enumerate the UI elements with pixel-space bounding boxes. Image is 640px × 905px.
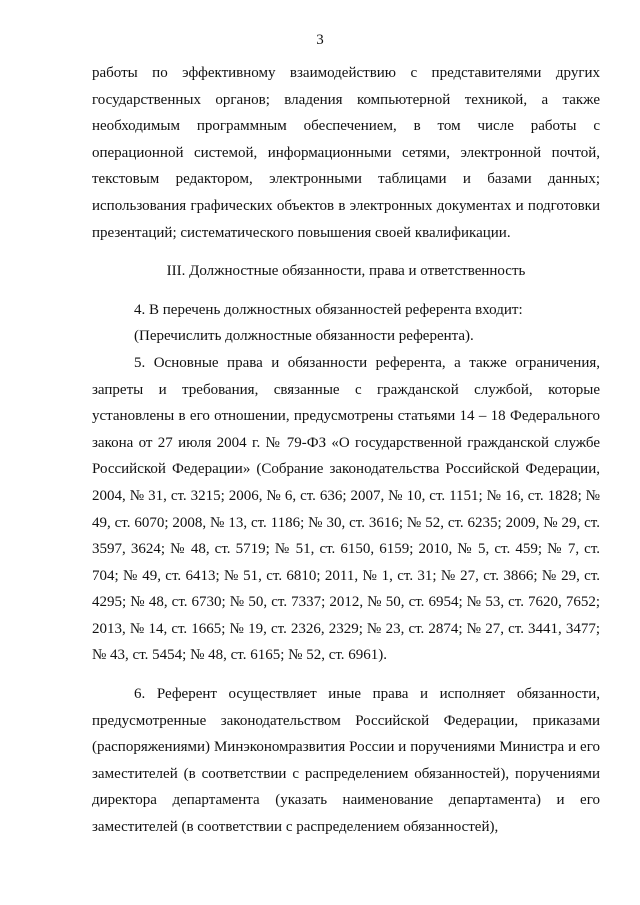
document-body bbox=[92, 60, 600, 841]
paragraph-4-note: (Перечислить должностные обязанности референта). bbox=[134, 328, 474, 345]
page-number: 3 bbox=[316, 32, 324, 48]
paragraph-intro-continuation: работы по эффективному взаимодействию с представителями других государственных органов; владения компьютерной техникой, а также необходимым программным обеспечением, в том числе работы с операционной системой, информационными сетями, электронной почтой, текстовым редактором, электронными таблицами и базами данных; использования графических объектов в электронных документах и подготовки презентаций; систематического повышения своей квалификации. bbox=[92, 65, 600, 241]
paragraph-4: 4. В перечень должностных обязанностей референта входит: bbox=[134, 301, 523, 318]
paragraph-6: 6. Референт осуществляет иные права и исполняет обязанности, предусмотренные законодательством Российской Федерации, приказами (распоряжениями) Минэкономразвития России и поручениями Министра и его заместителей (в соответствии с распределением обязанностей), поручениями директора департамента (указать наименование департамента) и его заместителей (в соответствии с распределением обязанностей), bbox=[92, 686, 600, 836]
section-heading: III. Должностные обязанности, права и ответственность bbox=[166, 263, 526, 280]
paragraph-5: 5. Основные права и обязанности референта, а также ограничения, запреты и требования, связанные с гражданской службой, которые установлены в его отношении, предусмотрены статьями 14 – 18 Федерального закона от 27 июля 2004 г. № 79-ФЗ «О государственной гражданской службе Российской Федерации» (Собрание законодательства Российской Федерации, 2004, № 31, ст. 3215; 2006, № 6, ст. 636; 2007, № 10, ст. 1151; № 16, ст. 1828; № 49, ст. 6070; 2008, № 13, ст. 1186; № 30, ст. 3616; № 52, ст. 6235; 2009, № 29, ст. 3597, 3624; № 48, ст. 5719; № 51, ст. 6150, 6159; 2010, № 5, ст. 459; № 7, ст. 704; № 49, ст. 6413; № 51, ст. 6810; 2011, № 1, ст. 31; № 27, ст. 3866; № 29, ст. 4295; № 48, ст. 6730; № 50, ст. 7337; 2012, № 50, ст. 6954; № 53, ст. 7620, 7652; 2013, № 14, ст. 1665; № 19, ст. 2326, 2329; № 23, ст. 2874; № 27, ст. 3441, 3477; № 43, ст. 5454; № 48, ст. 6165; № 52, ст. 6961). bbox=[92, 354, 600, 664]
